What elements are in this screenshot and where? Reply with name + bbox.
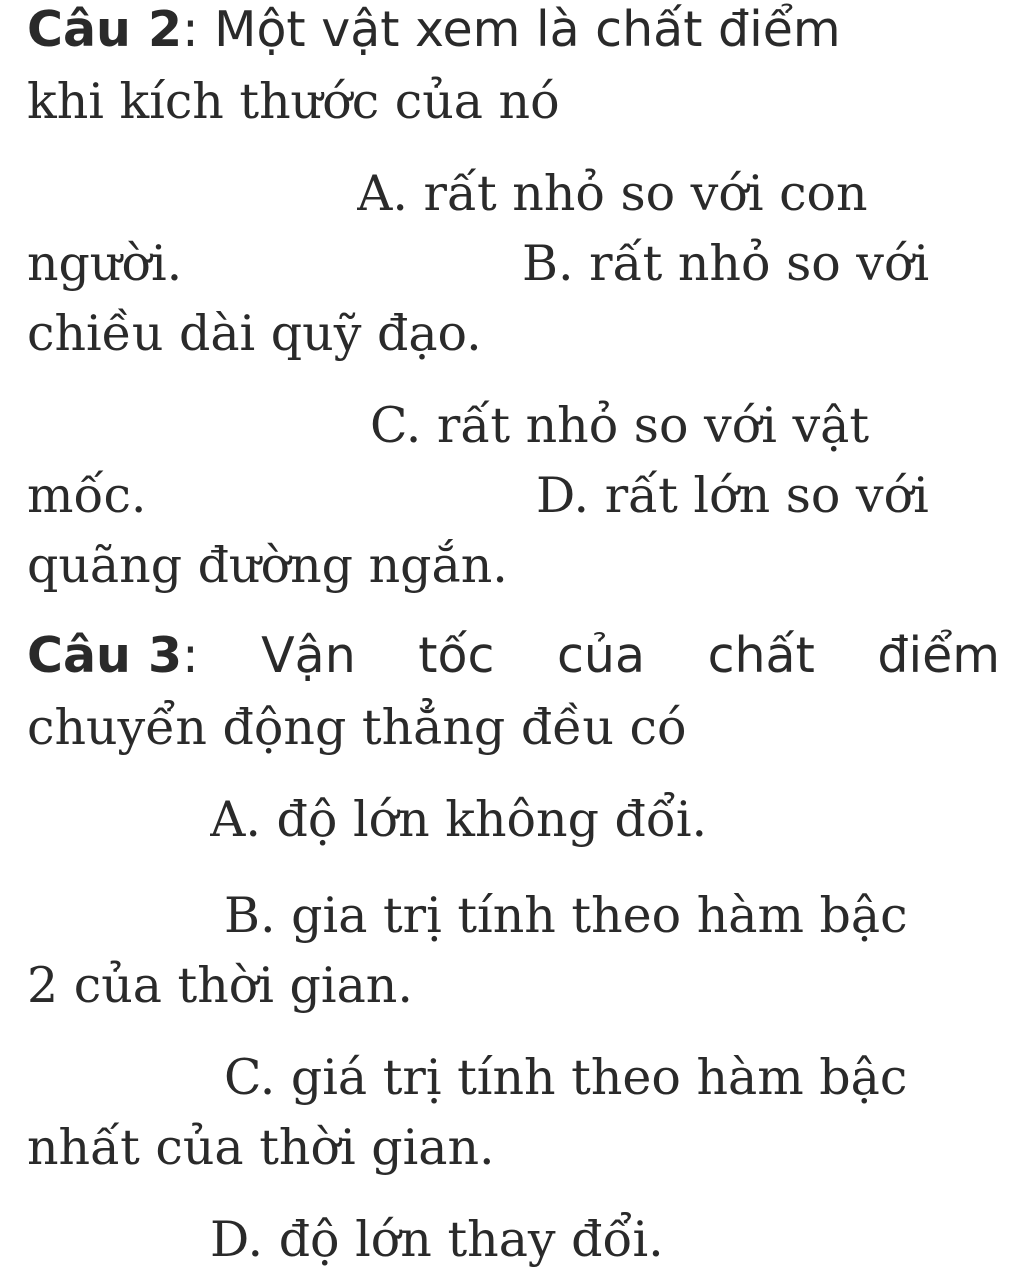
q3-option-a: A. độ lớn không đổi.: [210, 791, 708, 848]
q2-option-d-line-1: D. rất lớn so với: [536, 467, 929, 524]
q3-stem-word: của: [556, 627, 646, 684]
q2-option-d-line-2: quãng đường ngắn.: [27, 537, 508, 594]
q3-option-c-line-2: nhất của thời gian.: [27, 1119, 495, 1176]
q3-stem-line-2: chuyển động thẳng đều có: [27, 699, 687, 756]
q3-stem-word: chất: [707, 627, 815, 684]
q2-label: Câu 2: [27, 1, 183, 58]
q2-option-b-line-2: chiều dài quỹ đạo.: [27, 305, 482, 362]
q2-option-c-line-2: mốc.: [27, 467, 147, 524]
q3-stem-word: tốc: [418, 627, 495, 684]
q2-option-a-line-2: người.: [27, 235, 183, 292]
q3-option-c-line-1: C. giá trị tính theo hàm bậc: [224, 1049, 908, 1106]
q2-stem-line-2: khi kích thước của nó: [27, 73, 560, 130]
q2-option-a-line-1: A. rất nhỏ so với con: [357, 165, 868, 222]
q3-option-b-line-2: 2 của thời gian.: [27, 957, 413, 1014]
q3-option-b-line-1: B. gia trị tính theo hàm bậc: [224, 887, 908, 944]
q2-stem-part-1: : Một vật xem là chất điểm: [182, 1, 841, 58]
q3-stem-word: điểm: [877, 627, 1000, 684]
q3-label: Câu 3: [27, 627, 183, 684]
q2-option-c-line-1: C. rất nhỏ so với vật: [370, 397, 870, 454]
q3-stem-line-1: [0, 618, 1024, 694]
q2-stem-line-1: [0, 0, 1024, 68]
q3-option-d: D. độ lớn thay đổi.: [210, 1211, 664, 1268]
q3-stem-word: :: [182, 627, 199, 684]
q3-stem-word: Vận: [261, 627, 356, 684]
q2-option-b-line-1: B. rất nhỏ so với: [522, 235, 930, 292]
